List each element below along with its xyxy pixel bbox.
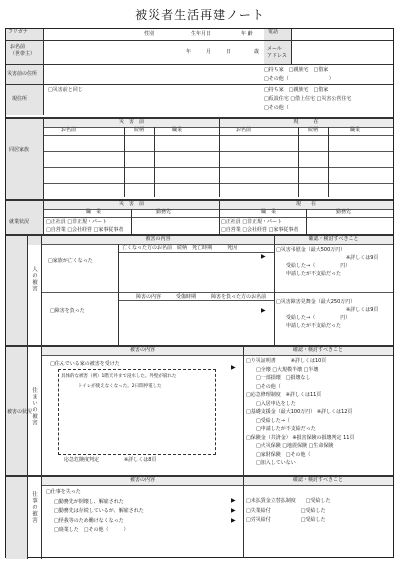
hh-rel-now: 続柄 [308, 127, 319, 133]
hh-name-now: お名前 [236, 127, 252, 133]
human-check-2: □災害障害見舞金（最大250万円） ※詳しくは9頁 受給した→（ 円） 申請したが不支給だった [276, 299, 379, 329]
job-damage-section [6, 475, 393, 557]
human-side [6, 236, 28, 347]
human-damage-section [6, 234, 393, 345]
note-9a: ※詳しくは9頁 [346, 255, 379, 261]
housing-side [6, 347, 33, 477]
hh-job-before: 職業 [172, 127, 183, 133]
emergency-label: 応急危険度判定 ※詳しくは8頁 [64, 457, 157, 463]
current-opts-1: □持ち家 □親族宅 □借家 [264, 87, 329, 93]
household-section [6, 117, 393, 197]
hh-rel-before: 続柄 [134, 127, 145, 133]
human-check-1: □災害弔慰金（最大500万円） ※詳しくは9頁 受給した→（ 円） 申請したが不支給だった [276, 247, 379, 277]
birthdate-label: 生年月日 [191, 31, 212, 37]
injured-check[interactable]: □障害を負った [50, 308, 85, 314]
email-label [264, 41, 292, 65]
housing-label: 住まいの被害 [31, 387, 37, 426]
example-1: 具体的な被害（例）1階天井まで浸水した。外壁が崩れた [61, 374, 177, 379]
furigana-label: フリガナ [6, 29, 44, 40]
address-before-label: 災害前の住所 [6, 65, 44, 85]
gender-label: 性別 [144, 31, 155, 37]
arrow-icon: ▶ [261, 307, 266, 314]
housing-damage-header: 被害の内容 [42, 347, 243, 355]
current-address-row [6, 84, 393, 114]
current-address-label: 現住所 [6, 85, 44, 115]
same-as-before[interactable]: □災害前と同じ [48, 87, 83, 93]
arrow-icon: ▶ [231, 364, 236, 371]
condolence-money[interactable]: □災害弔慰金（最大500万円） [276, 247, 346, 253]
hh-job-now: 職業 [350, 127, 361, 133]
arrow-icon: ▶ [231, 507, 236, 514]
name-label [6, 41, 44, 65]
before-opts-2: □その他（ ） [264, 76, 334, 82]
arrow-icon: ▶ [231, 517, 236, 524]
emp-now: 現 在 [219, 201, 393, 209]
disability-money[interactable]: □災害障害見舞金（最大250万円） [276, 299, 356, 305]
job-side [6, 477, 28, 559]
emp-opts-before: □正社員 □非正規・パート □自営業 □会社経営 □家事従事者 [46, 219, 124, 233]
example-2: トイレが使えなくなった。2日間停電した [78, 384, 162, 389]
hh-name-before: お名前 [61, 127, 77, 133]
email-sub: アドレス [267, 53, 287, 59]
household-label: 同居家族 [6, 119, 44, 199]
before-opts-1: □持ち家 □親族宅 □借家 [264, 67, 329, 73]
age-unit: 歳 [254, 49, 260, 55]
job-damage-header: 被害の内容 [42, 477, 243, 485]
email-text: メール [267, 46, 282, 52]
emp-job-now: 職 業 [261, 209, 277, 215]
household-before: 災 害 前 [44, 119, 219, 127]
housing-check-header: 確認・検討すべきこと [243, 347, 393, 355]
emp-before: 災 害 前 [44, 201, 219, 209]
phone-label: 電話 [264, 29, 292, 40]
note-9b: ※詳しくは9頁 [346, 307, 379, 313]
human-label: 人の被害 [31, 266, 37, 292]
rebuild-note-form [5, 28, 394, 558]
age-label: 年 齢 [241, 31, 253, 37]
emp-work-before: 勤務先 [156, 209, 172, 215]
furigana-row [6, 29, 393, 40]
arrow-icon: ▶ [231, 497, 236, 504]
year-label: 年 [186, 49, 192, 55]
name-text: お名前 [10, 44, 26, 50]
housing-checks: □り災証明書 ※詳しくは10頁 □全壊 □大規模半壊 □半壊 □一部損壊 □損壊なし □その他（ □応急修理制度 ※詳しくは11頁 □入居申込をした □基礎支援金（最大100万円） ※詳しくは12頁 □受給した→（ □申請したが不支給だった □保険金（共済金） ※損害保険の損壊判定 11頁 □火災保険 □地震保険 □生命保険 □家財保険 □その他（ □加入していない [246, 358, 355, 466]
household-now: 現 在 [219, 119, 393, 127]
example-box [58, 369, 216, 455]
human-damage-header: 被害の内容 [42, 236, 274, 244]
housing-damage-section [6, 345, 393, 475]
day-label: 日 [226, 49, 232, 55]
name-row [6, 40, 393, 64]
job-items: □仕事を失った □勤務先が倒壊し、解雇された □勤務先は存続しているが、解雇された □怪我等のため働けなくなった □廃業した □その他（ ） [46, 489, 144, 533]
current-other: □その他（ [264, 105, 289, 111]
job-check-header: 確認・検討すべきこと [243, 477, 393, 485]
name-sub: （世帯主） [10, 51, 36, 57]
address-before-row [6, 64, 393, 84]
current-opts-2: □仮設住宅 □借上住宅 □災害公営住宅 [264, 96, 352, 102]
page-title: 被災者生活再建ノート [135, 8, 265, 22]
emp-job-before: 職 業 [86, 209, 102, 215]
employment-label: 就業状況 [6, 201, 44, 245]
job-item[interactable]: □怪我等のため働けなくなった [54, 517, 124, 524]
job-item[interactable]: □勤務先は存続しているが、解雇された [54, 508, 144, 514]
injury-cols: 障害の内容 受傷時期 障害を負った方のお名前 [136, 294, 267, 300]
housing-side-text: 被害の状況 [7, 409, 33, 415]
not-paid-2: 申請したが不支給だった [286, 323, 342, 329]
month-label: 月 [206, 49, 212, 55]
emp-opts-now: □正社員 □非正規・パート □自営業 □会社経営 □家事従事者 [221, 219, 299, 233]
lived-damage[interactable]: □住んでいる家の被害を受けた [50, 361, 120, 367]
not-paid-1: 申請したが不支給だった [286, 271, 342, 277]
deceased-check[interactable]: □家族が亡くなった [48, 258, 93, 264]
human-check-header: 確認・検討すべきこと [274, 236, 393, 244]
job-label: 仕事の被害 [31, 491, 37, 524]
job-lost[interactable]: □仕事を失った [46, 489, 81, 495]
job-checks: □未払賃金立替払制度 □受給した □失業給付 □受給した □労災給付 □受給した [246, 498, 331, 523]
job-item[interactable]: □勤務先が倒壊し、解雇された [54, 498, 124, 505]
arrow-icon: ▶ [261, 253, 266, 260]
emp-work-now: 勤務先 [336, 209, 352, 215]
dead-cols: 亡くなった方のお名前 続柄 死亡時期 死因 [122, 245, 238, 251]
